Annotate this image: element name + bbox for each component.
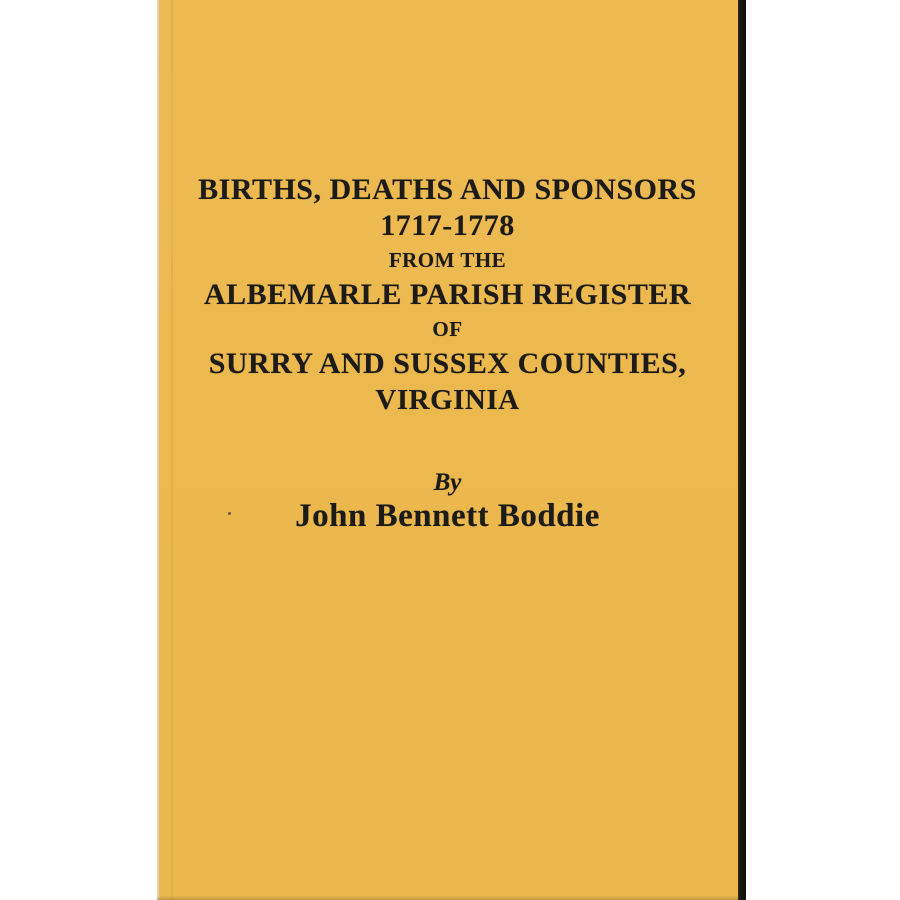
title-line-4: SURRY AND SUSSEX COUNTIES, (208, 347, 687, 380)
connector-from-the: FROM THE (388, 248, 507, 272)
page-edge-strip (738, 0, 746, 900)
title-line-2-years: 1717-1778 (380, 209, 515, 242)
title-line-1: BIRTHS, DEATHS AND SPONSORS (198, 173, 697, 206)
byline: By (433, 469, 462, 496)
title-line-3: ALBEMARLE PARISH REGISTER (203, 278, 692, 311)
book-cover (157, 0, 746, 900)
connector-of: OF (432, 317, 463, 341)
author-name: John Bennett Boddie (295, 498, 600, 534)
title-line-5-virginia: VIRGINIA (375, 384, 520, 416)
cover-text-block (157, 0, 738, 900)
